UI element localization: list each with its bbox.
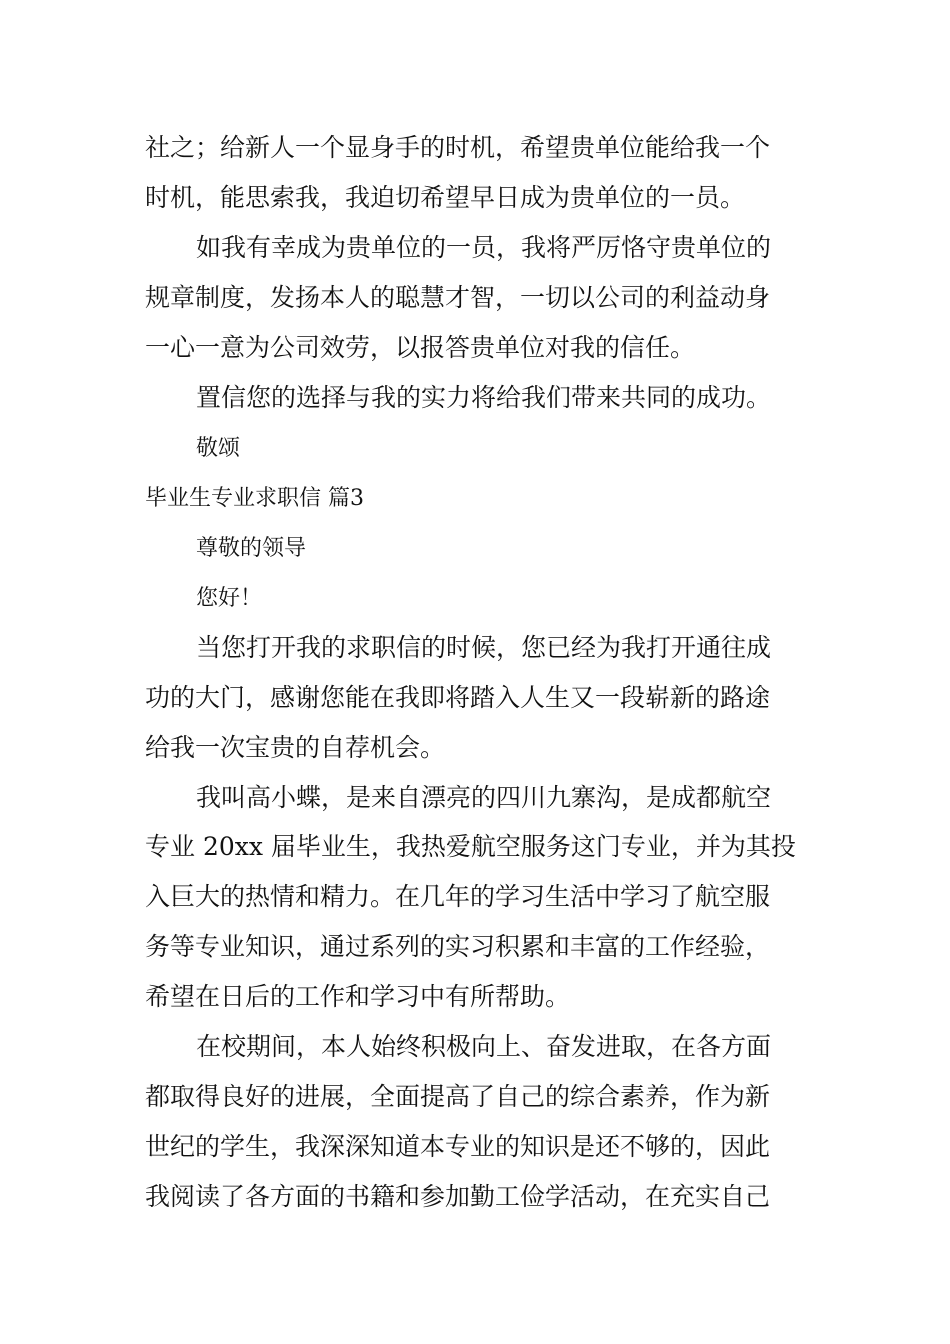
body-text-line: 都取得良好的进展，全面提高了自己的综合素养，作为新 bbox=[145, 1082, 771, 1111]
body-text-line: 专业 20xx 届毕业生，我热爱航空服务这门专业，并为其投 bbox=[145, 832, 796, 861]
body-text-line: 我阅读了各方面的书籍和参加勤工俭学活动，在充实自己 bbox=[145, 1182, 771, 1211]
paragraph-start-line: 当您打开我的求职信的时候，您已经为我打开通往成 bbox=[196, 633, 772, 662]
greeting: 您好！ bbox=[196, 586, 263, 611]
paragraph-start-line: 在校期间，本人始终积极向上、奋发进取，在各方面 bbox=[196, 1032, 772, 1061]
body-text-line: 务等专业知识，通过系列的实习积累和丰富的工作经验， bbox=[145, 932, 771, 961]
body-text-line: 规章制度，发扬本人的聪慧才智，一切以公司的利益动身 bbox=[145, 283, 771, 312]
body-text-line: 社之；给新人一个显身手的时机，希望贵单位能给我一个 bbox=[145, 133, 771, 162]
body-text-line: 希望在日后的工作和学习中有所帮助。 bbox=[145, 982, 571, 1011]
paragraph-start-line: 置信您的选择与我的实力将给我们带来共同的成功。 bbox=[196, 383, 772, 412]
body-text-line: 世纪的学生，我深深知道本专业的知识是还不够的，因此 bbox=[145, 1132, 771, 1161]
paragraph-start-line: 如我有幸成为贵单位的一员，我将严厉恪守贵单位的 bbox=[196, 233, 772, 262]
salutation: 尊敬的领导 bbox=[196, 536, 307, 561]
section-heading: 毕业生专业求职信 篇3 bbox=[145, 486, 364, 511]
paragraph-start-line: 我叫高小蝶，是来自漂亮的四川九寨沟，是成都航空 bbox=[196, 783, 772, 812]
body-text-line: 时机，能思索我，我迫切希望早日成为贵单位的一员。 bbox=[145, 183, 746, 212]
body-text-line: 一心一意为公司效劳，以报答贵单位对我的信任。 bbox=[145, 333, 696, 362]
body-text-line: 入巨大的热情和精力。在几年的学习生活中学习了航空服 bbox=[145, 882, 771, 911]
body-text-line: 功的大门，感谢您能在我即将踏入人生又一段崭新的路途 bbox=[145, 683, 771, 712]
body-text-line: 给我一次宝贵的自荐机会。 bbox=[145, 733, 446, 762]
closing-salutation: 敬颂 bbox=[196, 436, 241, 461]
